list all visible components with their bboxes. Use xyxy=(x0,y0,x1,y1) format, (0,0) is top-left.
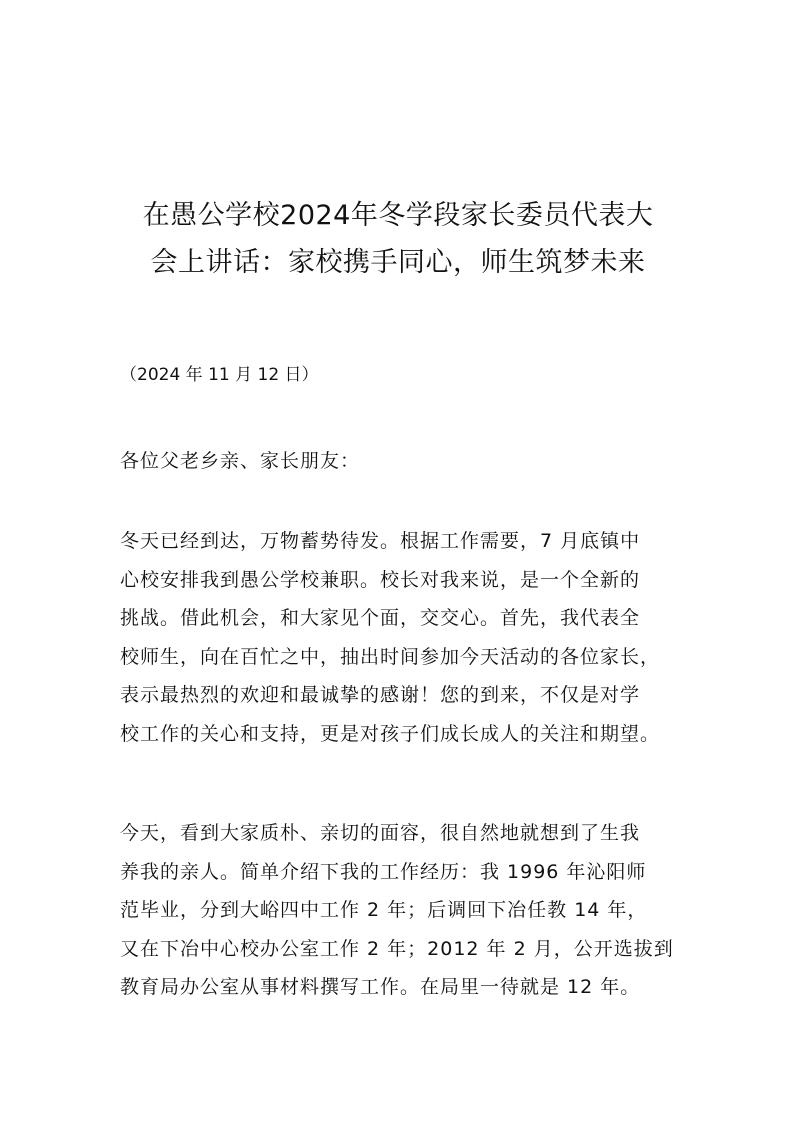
text-line: 养我的亲人。简单介绍下我的工作经历：我 1996 年沁阳师 xyxy=(120,860,647,883)
text-line: 校师生，向在百忙之中，抽出时间参加今天活动的各位家长， xyxy=(120,645,661,668)
text-line: 冬天已经到达，万物蓄势待发。根据工作需要，7 月底镇中 xyxy=(120,530,641,552)
salutation: 各位父老乡亲、家长朋友： xyxy=(120,450,361,472)
text-line: 表示最热烈的欢迎和最诚挚的感谢！您的到来，不仅是对学 xyxy=(120,684,641,706)
text-line: 心校安排我到愚公学校兼职。校长对我来说，是一个全新的 xyxy=(120,568,641,591)
text-line: 教育局办公室从事材料撰写工作。在局里一待就是 12 年。 xyxy=(120,976,641,998)
title-line: 会上讲话：家校携手同心，师生筑梦未来 xyxy=(150,247,646,278)
paragraph xyxy=(120,528,720,759)
title-line: 在愚公学校2024年冬学段家长委员代表大 xyxy=(142,200,654,231)
text-line: 校工作的关心和支持，更是对孩子们成长成人的关注和期望。 xyxy=(120,722,661,745)
speech-date: （2024 年 11 月 12 日） xyxy=(120,365,319,385)
text-line: 今天，看到大家质朴、亲切的面容，很自然地就想到了生我 xyxy=(120,822,641,844)
text-line: 挑战。借此机会，和大家见个面，交交心。首先，我代表全 xyxy=(120,607,641,629)
paragraph xyxy=(120,820,720,1013)
text-line: 范毕业，分到大峪四中工作 2 年；后调回下冶任教 14 年， xyxy=(120,899,648,921)
text-line: 又在下冶中心校办公室工作 2 年；2012 年 2 月，公开选拔到 xyxy=(120,937,674,960)
document-title xyxy=(118,192,678,286)
